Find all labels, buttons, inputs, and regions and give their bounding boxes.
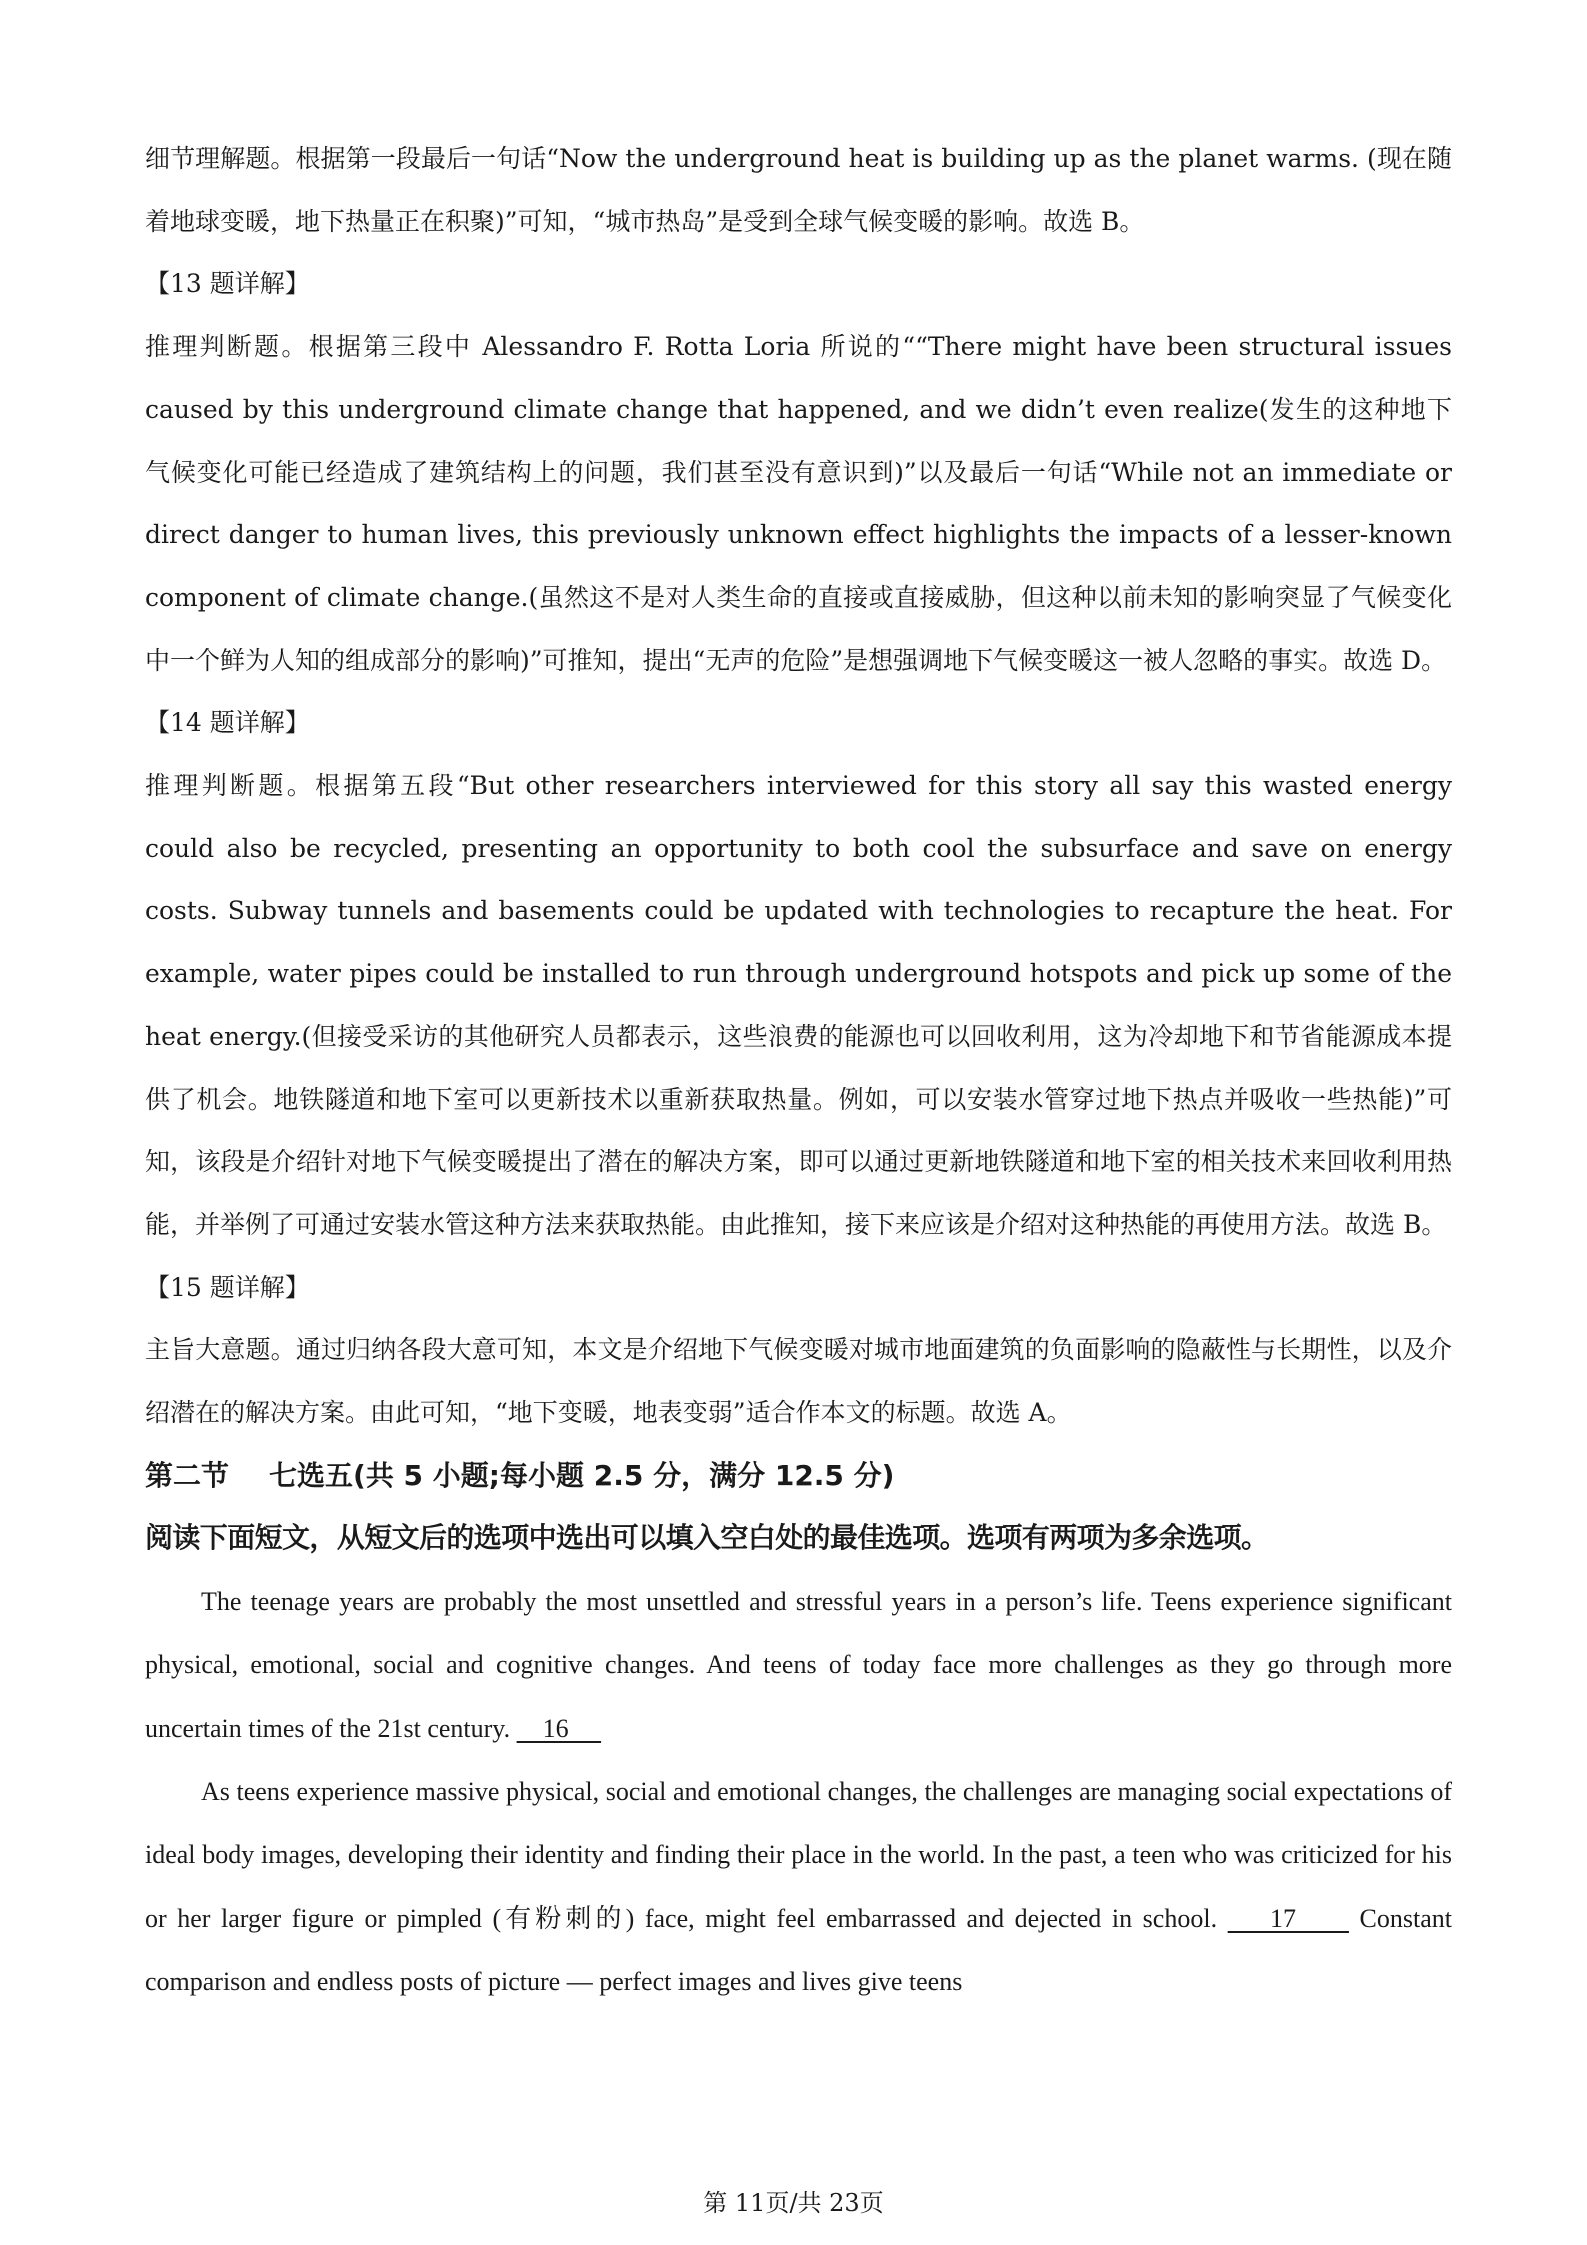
section-name: 第二节 bbox=[145, 1458, 230, 1492]
q12-analysis: 细节理解题。根据第一段最后一句话“Now the underground heat is building up as the planet warms. (现在随着地球变暖，地下热量正在积聚)”可知，“城市热岛”是受到全球气候变暖的影响。故选 B。 bbox=[145, 144, 1452, 236]
passage-p2-text-before: As teens experience massive physical, social and emotional changes, the challenges are managing social expectations of ideal body images, developing their identity and finding their place in the world. In the past, a teen who was criticized for his or her larger figure or pimpled (有粉刺的) face, might feel embarrassed and dejected in school. bbox=[145, 1777, 1452, 1933]
page-content bbox=[145, 128, 1452, 2013]
section-title-text: 七选五(共 5 小题;每小题 2.5 分，满分 12.5 分) bbox=[269, 1458, 895, 1492]
q13-heading: 【13 题详解】 bbox=[145, 269, 310, 299]
blank-17: 17 bbox=[1227, 1903, 1349, 1933]
page-footer: 第 11页/共 23页 bbox=[703, 2189, 884, 2217]
q14-analysis: 推理判断题。根据第五段“But other researchers interviewed for this story all say this wasted energy could also be recycled, presenting an opportunity to both cool the subsurface and save on energy costs. Subway tunnels and basements could be updated with technologies to recapture the heat. For example, water pipes could be installed to run through underground hotspots and pick up some of the heat energy.(但接受采访的其他研究人员都表示，这些浪费的能源也可以回收利用，这为冷却地下和节省能源成本提供了机会。地铁隧道和地下室可以更新技术以重新获取热量。例如，可以安装水管穿过地下热点并吸收一些热能)”可知，该段是介绍针对地下气候变暖提出了潜在的解决方案，即可以通过更新地铁隧道和地下室的相关技术来回收利用热能，并举例了可通过安装水管这种方法来获取热能。由此推知，接下来应该是介绍对这种热能的再使用方法。故选 B。 bbox=[145, 771, 1452, 1239]
q15-heading: 【15 题详解】 bbox=[145, 1272, 310, 1302]
blank-16: 16 bbox=[516, 1713, 602, 1743]
passage-paragraph-2 bbox=[145, 1760, 1452, 2013]
passage-p2-text-after: Constant comparison and endless posts of picture — perfect images and lives give teens bbox=[145, 1903, 1453, 1996]
q15-analysis: 主旨大意题。通过归纳各段大意可知，本文是介绍地下气候变暖对城市地面建筑的负面影响的隐蔽性与长期性，以及介绍潜在的解决方案。由此可知，“地下变暖，地表变弱”适合作本文的标题。故选 A。 bbox=[145, 1335, 1452, 1428]
passage-p1-text: The teenage years are probably the most unsettled and stressful years in a person’s life. Teens experience significant physical, emotional, social and cognitive changes. And teens of today face more challenges as they go through more uncertain times of the 21st century. bbox=[145, 1587, 1452, 1743]
passage-paragraph-1 bbox=[145, 1570, 1452, 1760]
section-instruction: 阅读下面短文，从短文后的选项中选出可以填入空白处的最佳选项。选项有两项为多余选项。 bbox=[145, 1521, 1269, 1555]
q14-heading: 【14 题详解】 bbox=[145, 708, 310, 738]
section-title bbox=[145, 1445, 1452, 1508]
q13-analysis: 推理判断题。根据第三段中 Alessandro F. Rotta Loria 所说的““There might have been structural issues caused by this underground climate change that happened, and we didn’t even realize(发生的这种地下气候变化可能已经造成了建筑结构上的问题，我们甚至没有意识到)”以及最后一句话“While not an immediate or direct danger to human lives, this previously unknown effect highlights the impacts of a lesser-known component of climate change.(虽然这不是对人类生命的直接或直接威胁，但这种以前未知的影响突显了气候变化中一个鲜为人知的组成部分的影响)”可推知，提出“无声的危险”是想强调地下气候变暖这一被人忽略的事实。故选 D。 bbox=[145, 332, 1452, 675]
